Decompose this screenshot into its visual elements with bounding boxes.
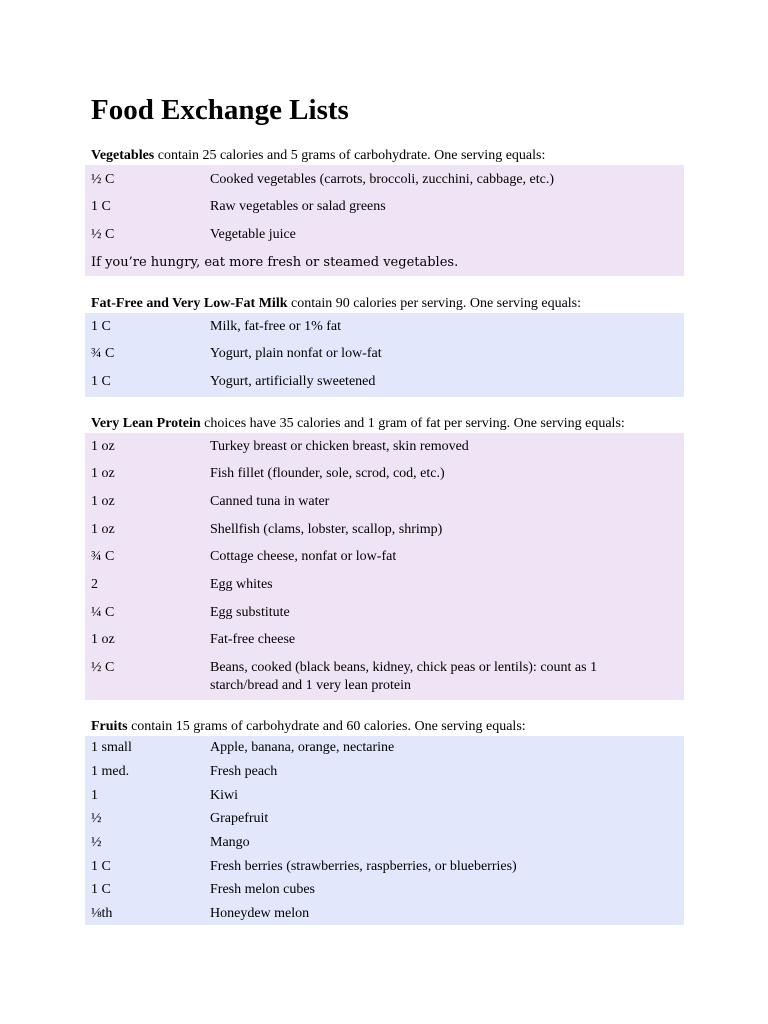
serving-description: Mango bbox=[210, 835, 250, 850]
serving-description: Fat-free cheese bbox=[210, 632, 296, 647]
section-heading: Fat-Free and Very Low-Fat Milk bbox=[91, 296, 288, 311]
section-intro-vegetables bbox=[91, 147, 545, 164]
serving-amount: 1 oz bbox=[91, 439, 115, 454]
page-title: Food Exchange Lists bbox=[91, 94, 349, 126]
serving-amount: 2 bbox=[91, 577, 98, 592]
section-heading: Fruits bbox=[91, 719, 128, 734]
serving-description: Raw vegetables or salad greens bbox=[210, 199, 386, 214]
serving-amount: ½ bbox=[91, 835, 102, 850]
serving-amount: ¾ C bbox=[91, 346, 115, 361]
serving-description: Shellfish (clams, lobster, scallop, shrimp) bbox=[210, 522, 443, 537]
serving-amount: 1 C bbox=[91, 859, 111, 874]
serving-amount: 1 C bbox=[91, 882, 111, 897]
serving-amount: 1 med. bbox=[91, 764, 130, 779]
serving-description: Egg whites bbox=[210, 577, 273, 592]
serving-amount: ½ C bbox=[91, 227, 115, 242]
serving-amount: ¼ C bbox=[91, 605, 115, 620]
serving-description: Milk, fat-free or 1% fat bbox=[210, 319, 341, 334]
serving-amount: 1 oz bbox=[91, 466, 115, 481]
serving-description: Honeydew melon bbox=[210, 906, 310, 921]
serving-description: Vegetable juice bbox=[210, 227, 296, 242]
serving-description: Fresh melon cubes bbox=[210, 882, 315, 897]
section-intro-text: contain 90 calories per serving. One serving equals: bbox=[287, 296, 582, 311]
serving-description: Fish fillet (flounder, sole, scrod, cod, etc.) bbox=[210, 466, 445, 481]
serving-description: Beans, cooked (black beans, kidney, chick peas or lentils): count as 1 starch/bread and 1 very lean protein bbox=[210, 660, 598, 693]
serving-amount: ⅛th bbox=[91, 906, 113, 921]
milk-table bbox=[85, 313, 684, 397]
serving-amount: 1 oz bbox=[91, 522, 115, 537]
serving-amount: ½ bbox=[91, 811, 102, 826]
serving-amount: ½ C bbox=[91, 660, 115, 675]
serving-amount: ½ C bbox=[91, 172, 115, 187]
serving-amount: 1 small bbox=[91, 740, 132, 755]
section-intro-text: contain 25 calories and 5 grams of carbohydrate. One serving equals: bbox=[154, 148, 546, 163]
serving-description: Apple, banana, orange, nectarine bbox=[210, 740, 395, 755]
section-intro-text: contain 15 grams of carbohydrate and 60 calories. One serving equals: bbox=[127, 719, 526, 734]
section-heading: Very Lean Protein bbox=[91, 416, 201, 431]
serving-amount: 1 C bbox=[91, 319, 111, 334]
section-intro-milk bbox=[91, 295, 581, 312]
section-intro-text: choices have 35 calories and 1 gram of fat per serving. One serving equals: bbox=[200, 416, 625, 431]
serving-amount: 1 C bbox=[91, 199, 111, 214]
serving-amount: 1 oz bbox=[91, 494, 115, 509]
serving-description: Fresh peach bbox=[210, 764, 278, 779]
fruits-table bbox=[85, 736, 684, 925]
serving-amount: 1 C bbox=[91, 374, 111, 389]
vegetables-table bbox=[85, 165, 684, 276]
serving-description: Turkey breast or chicken breast, skin removed bbox=[210, 439, 469, 454]
serving-description: Fresh berries (strawberries, raspberries, or blueberries) bbox=[210, 859, 517, 874]
table-note: If you’re hungry, eat more fresh or steamed vegetables. bbox=[91, 255, 459, 270]
serving-amount: 1 oz bbox=[91, 632, 115, 647]
section-intro-protein bbox=[91, 415, 625, 432]
serving-description: Kiwi bbox=[210, 788, 238, 803]
serving-description: Yogurt, plain nonfat or low-fat bbox=[210, 346, 382, 361]
protein-table bbox=[85, 433, 684, 700]
serving-amount: 1 bbox=[91, 788, 98, 803]
serving-description: Canned tuna in water bbox=[210, 494, 330, 509]
serving-description: Cottage cheese, nonfat or low-fat bbox=[210, 549, 397, 564]
serving-description: Grapefruit bbox=[210, 811, 269, 826]
section-heading: Vegetables bbox=[91, 148, 155, 163]
serving-description: Cooked vegetables (carrots, broccoli, zucchini, cabbage, etc.) bbox=[210, 172, 555, 187]
serving-amount: ¾ C bbox=[91, 549, 115, 564]
serving-description: Egg substitute bbox=[210, 605, 290, 620]
serving-description: Yogurt, artificially sweetened bbox=[210, 374, 376, 389]
section-intro-fruits bbox=[91, 718, 526, 735]
